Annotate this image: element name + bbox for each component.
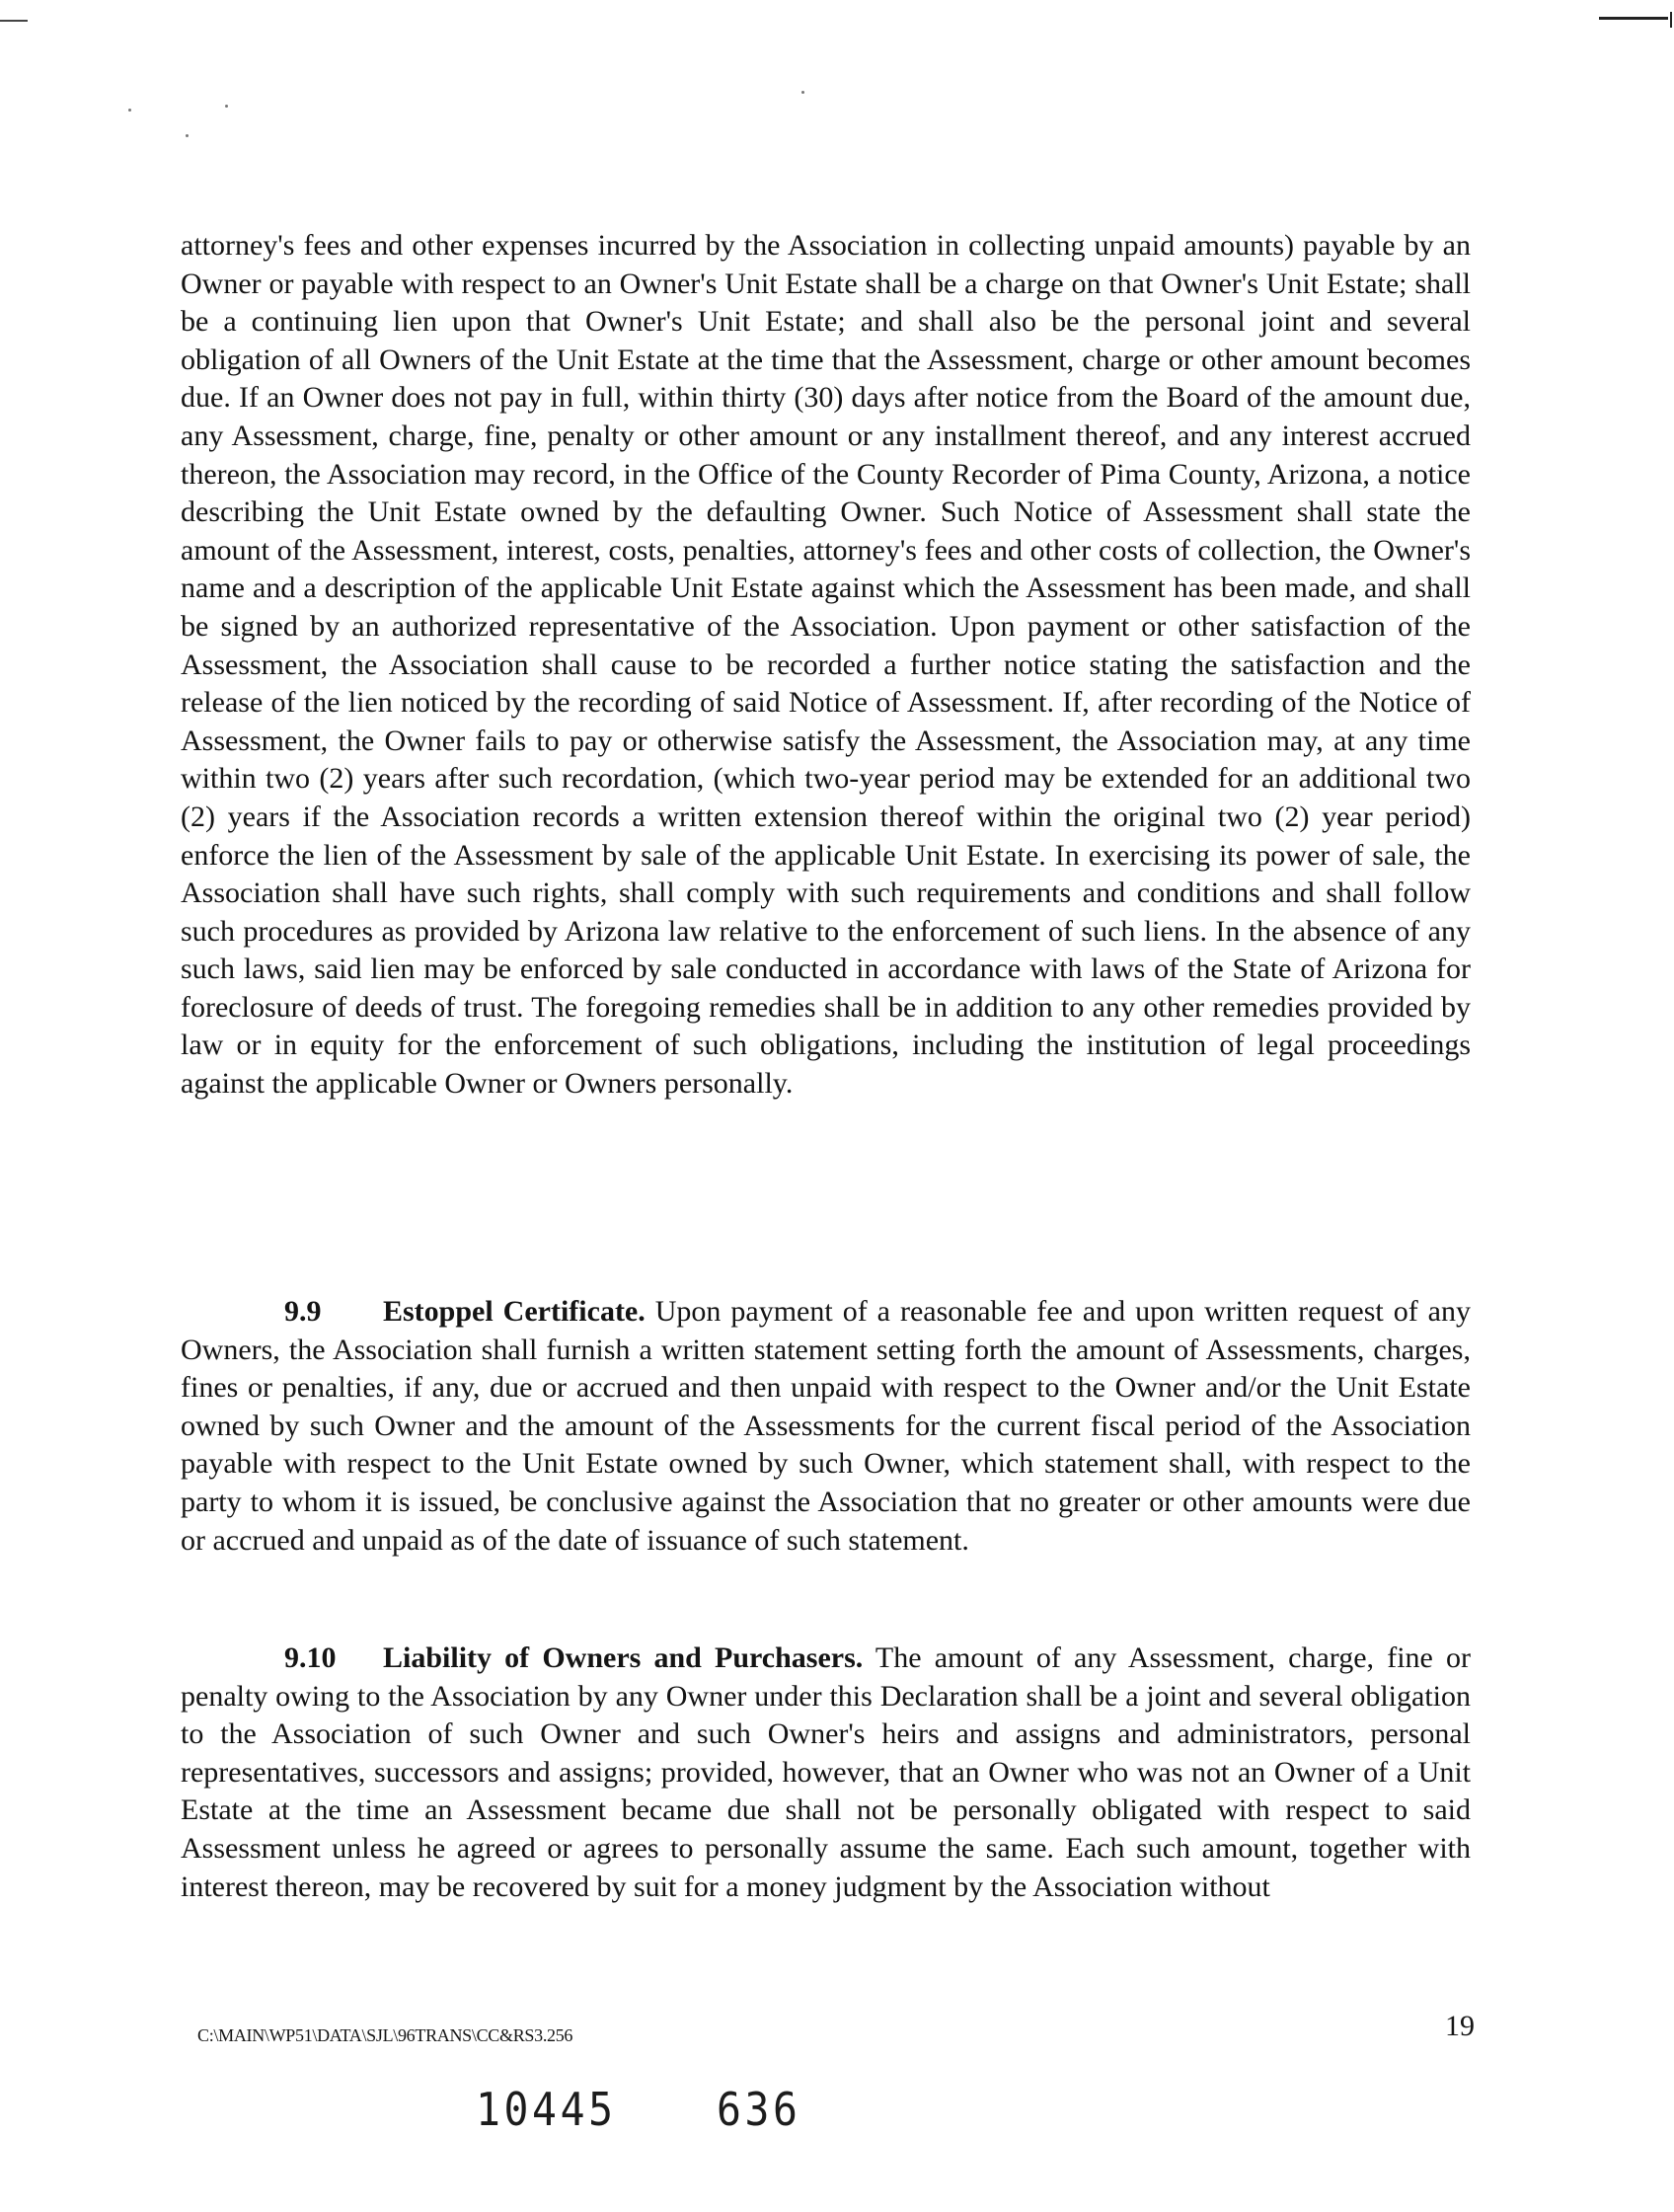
continuation-paragraph: attorney's fees and other expenses incurred by the Association in collecting unpaid amounts) payable by an Owner or payable with respect to an Owner's Unit Estate shall be a charge on that Owner's Unit Estate; shall be a continuing lien upon that Owner's Unit Estate; and shall also be the personal joint and several obligation of all Owners of the Unit Estate at the time that the Assessment, charge or other amount becomes due. If an Owner does not pay in full, within thirty (30) days after notice from the Board of the amount due, any Assessment, charge, fine, penalty or other amount or any installment thereof, and any interest accrued thereon, the Association may record, in the Office of the County Recorder of Pima County, Arizona, a notice describing the Unit Estate owned by the defaulting Owner. Such Notice of Assessment shall state the amount of the Assessment, interest, costs, penalties, attorney's fees and other costs of collection, the Owner's name and a description of the applicable Unit Estate against which the Assessment has been made, and shall be signed by an authorized representative of the Association. Upon payment or other satisfaction of the Assessment, the Association shall cause to be recorded a further notice stating the satisfaction and the release of the lien noticed by the recording of said Notice of Assessment. If, after recording of the Notice of Assessment, the Owner fails to pay or otherwise satisfy the Assessment, the Association may, at any time within two (2) years after such recordation, (which two-year period may be extended for an additional two (2) years if the Association records a written extension thereof within the original two (2) year period) enforce the lien of the Assessment by sale of the applicable Unit Estate. In exercising its power of sale, the Association shall have such rights, shall comply with such requirements and conditions and shall follow such procedures as provided by Arizona law relative to the enforcement of such liens. In the absence of any such laws, said lien may be enforced by sale conducted in accordance with laws of the State of Arizona for foreclosure of deeds of trust. The foregoing remedies shall be in addition to any other remedies provided by law or in equity for the enforcement of such obligations, including the institution of legal proceedings against the applicable Owner or Owners personally. bbox=[181, 229, 1471, 1101]
scan-speck bbox=[801, 91, 804, 94]
page-number: 19 bbox=[1445, 2010, 1475, 2042]
scan-speck bbox=[186, 134, 189, 137]
scan-speck bbox=[225, 105, 228, 108]
recording-stamp-book: 10445 bbox=[476, 2083, 617, 2136]
section-title: Liability of Owners and Purchasers. bbox=[383, 1641, 864, 1674]
section-text: Upon payment of a reasonable fee and upon written request of any Owners, the Association shall furnish a written statement setting forth the amount of Assessments, charges, fines or penalties, if any, due or accrued and then unpaid with respect to the Owner and/or the Unit Estate owned by such Owner and the amount of the Assessments for the current fiscal period of the Association payable with respect to the Unit Estate owned by such Owner, which statement shall, with respect to the party to whom it is issued, be conclusive against the Association that no greater or other amounts were due or accrued and unpaid as of the date of issuance of such statement. bbox=[181, 1295, 1471, 1557]
section-number: 9.10 bbox=[284, 1641, 337, 1674]
scan-edge-tick bbox=[1670, 12, 1672, 28]
scan-speck bbox=[128, 109, 131, 112]
section-9-9 bbox=[181, 1293, 1471, 1560]
section-title: Estoppel Certificate. bbox=[383, 1295, 646, 1328]
section-text: The amount of any Assessment, charge, fine or penalty owing to the Association by any Owner under this Declaration shall be a joint and several obligation to the Association of such Owner and such Owner's heirs and assigns and administrators, personal representatives, successors and assigns; provided, however, that an Owner who was not an Owner of a Unit Estate at the time an Assessment became due shall not be personally obligated with respect to said Assessment unless he agreed or agrees to personally assume the same. Each such amount, together with interest thereon, may be recovered by suit for a money judgment by the Association without bbox=[181, 1641, 1471, 1903]
scan-edge-mark bbox=[1565, 12, 1674, 24]
section-number: 9.9 bbox=[284, 1295, 322, 1328]
scan-edge-mark bbox=[0, 20, 28, 22]
section-9-10 bbox=[181, 1640, 1471, 1906]
footer-file-path: C:\MAIN\WP51\DATA\SJL\96TRANS\CC&RS3.256 bbox=[197, 2025, 573, 2045]
recording-stamp-page: 636 bbox=[717, 2083, 801, 2136]
scan-edge-bar bbox=[1599, 17, 1668, 20]
